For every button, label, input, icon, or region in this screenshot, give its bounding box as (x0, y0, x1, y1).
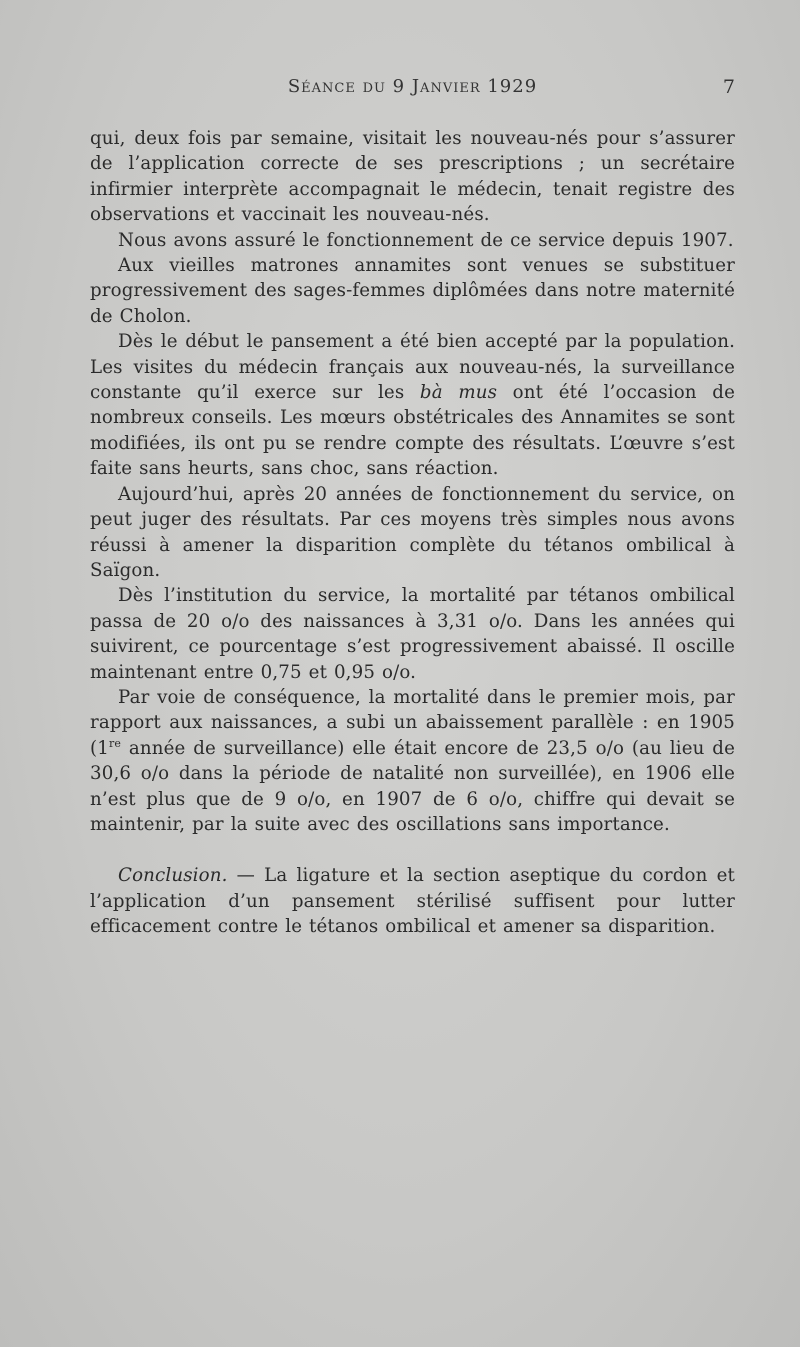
page-number: 7 (722, 76, 735, 98)
conclusion-label: Conclusion. (118, 865, 228, 887)
paragraph-4 (90, 329, 735, 481)
paragraph-3: Aux vieilles matrones annamites sont venues se substituer progressivement des sages-femmes diplômées dans notre maternité de Cholon. (90, 255, 735, 327)
paragraph-4-after: ont été l’occasion de nombreux conseils. Les mœurs obstétricales des Annamites se sont modifiées, ils ont pu se rendre compte des résultats. L’œuvre s’est faite sans heurts, sans choc, sans réaction. (90, 382, 735, 480)
paragraph-5: Aujourd’hui, après 20 années de fonctionnement du service, on peut juger des résultats. Par ces moyens très simples nous avons réussi à amener la disparition complète du tétanos ombilical à Saïgon. (90, 483, 735, 581)
header-title: Séance du 9 Janvier 1929 (287, 76, 538, 97)
conclusion-text: — La ligature et la section aseptique du cordon et l’application d’un pansement stérilisé suffisent pour lutter efficacement contre le tétanos ombilical et amener sa disparition. (90, 865, 735, 938)
conclusion-paragraph (90, 863, 735, 939)
paragraph-7-sup: re (108, 736, 122, 750)
paragraph-4-italic: bà mus (419, 382, 498, 404)
body-text (90, 126, 735, 940)
paragraph-2: Nous avons assuré le fonctionnement de ce service depuis 1907. (118, 229, 734, 251)
section-gap (90, 837, 735, 863)
paragraph-1: qui, deux fois par semaine, visitait les nouveau-nés pour s’assurer de l’application correcte de ses prescriptions ; un secrétaire infirmier interprète accompagnait le médecin, tenait registre des observations et vaccinait les nouveau-nés. (90, 128, 735, 226)
paragraph-6: Dès l’institution du service, la mortalité par tétanos ombilical passa de 20 o/o des naissances à 3,31 o/o. Dans les années qui suivirent, ce pourcentage s’est progressivement abaissé. Il oscille maintenant entre 0,75 et 0,95 o/o. (90, 585, 735, 683)
running-header (90, 76, 735, 106)
paragraph-4-before: Dès le début le pansement a été bien accepté par la population. Les visites du médecin français aux nouveau-nés, la surveillance constante qu’il exerce sur les (90, 331, 735, 404)
paragraph-7-after: année de surveillance) elle était encore de 23,5 o/o (au lieu de 30,6 o/o dans la période de natalité non surveillée), en 1906 elle n’est plus que de 9 o/o, en 1907 de 6 o/o, chiffre qui devait se maintenir, par la suite avec des oscillations sans importance. (90, 737, 735, 835)
paragraph-7-before: Par voie de conséquence, la mortalité dans le premier mois, par rapport aux naissances, a subi un abaissement parallèle : en 1905 (1 (90, 686, 735, 759)
paragraph-7 (90, 685, 735, 837)
